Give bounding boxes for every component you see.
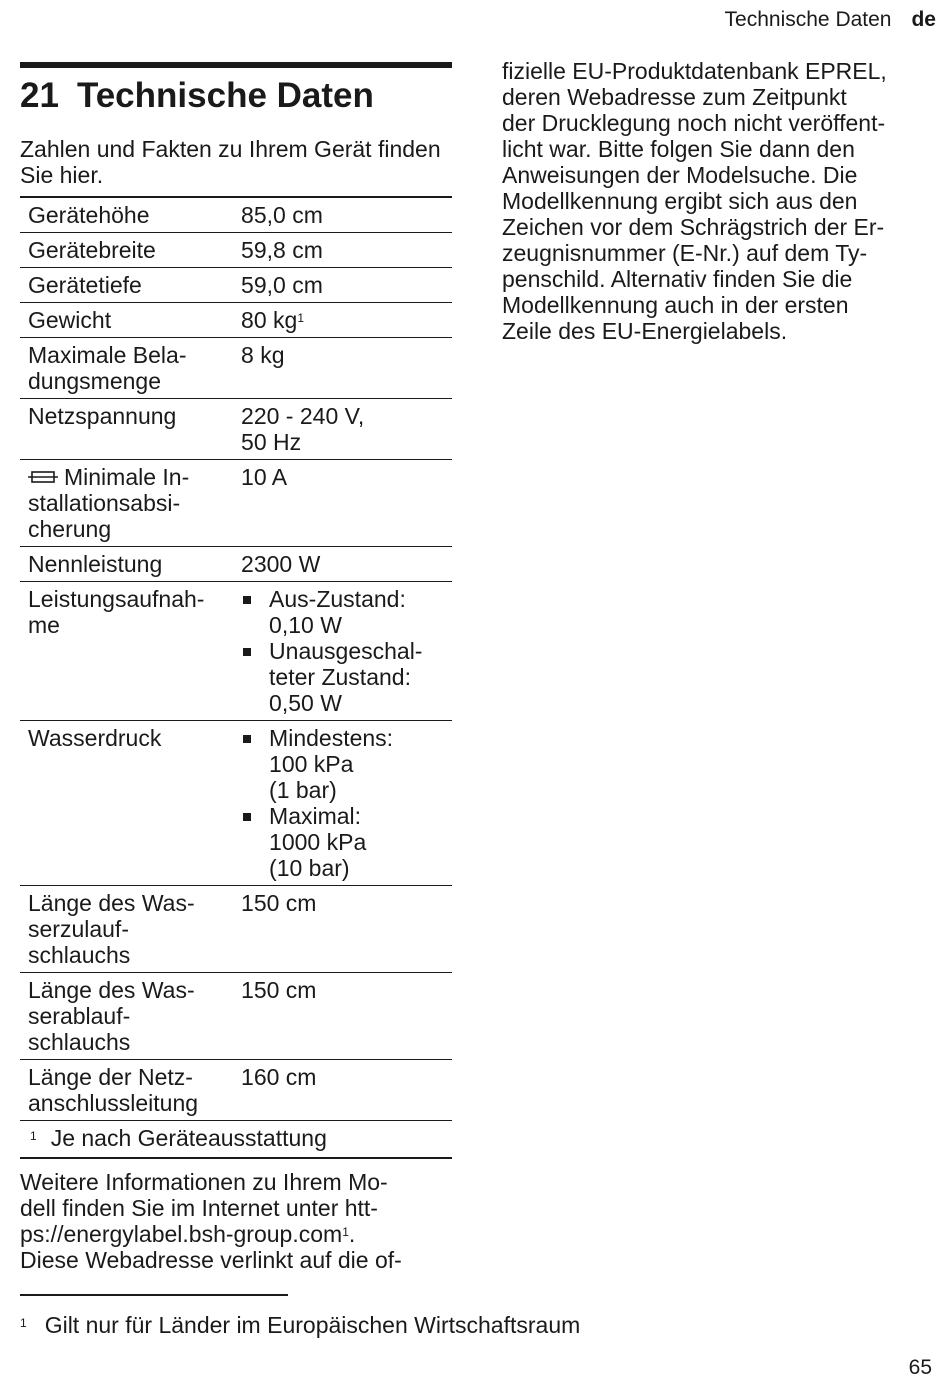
value-line: 1000 kPa bbox=[269, 829, 367, 855]
label-line: me bbox=[28, 612, 60, 638]
footnote-mark: 1 bbox=[297, 311, 304, 325]
text-line: zeugnisnummer (E-Nr.) auf dem Ty- bbox=[502, 240, 868, 266]
spec-value bbox=[233, 721, 452, 886]
table-row bbox=[20, 582, 452, 721]
value-line: Aus-Zustand: bbox=[269, 586, 406, 612]
page-footnote bbox=[20, 1312, 580, 1338]
table-row bbox=[20, 338, 452, 399]
text-punct: . bbox=[348, 1221, 356, 1247]
left-column bbox=[20, 62, 452, 1273]
table-row bbox=[20, 1060, 452, 1121]
text-line: dell finden Sie im Internet unter htt- bbox=[20, 1195, 378, 1221]
table-row bbox=[20, 973, 452, 1060]
value-line: teter Zustand: bbox=[269, 664, 411, 690]
footnote-mark: 1 bbox=[30, 1129, 37, 1143]
list-item bbox=[241, 638, 446, 716]
label-line: stallationsabsi- bbox=[28, 490, 181, 516]
spec-label bbox=[20, 582, 233, 721]
spec-label: Nennleistung bbox=[20, 547, 233, 582]
url-text: ps://energylabel.bsh-group.com bbox=[20, 1221, 343, 1247]
value-line: Mindestens: bbox=[269, 725, 394, 751]
spec-label: Gerätebreite bbox=[20, 233, 233, 268]
table-footnote bbox=[20, 1121, 452, 1159]
label-line: serablauf- bbox=[28, 1003, 131, 1029]
header-section-title: Technische Daten bbox=[724, 8, 892, 31]
footnote-mark: 1 bbox=[20, 1316, 27, 1330]
label-line: Maximale Bela- bbox=[28, 342, 187, 368]
table-row bbox=[20, 197, 452, 233]
value-line: (1 bar) bbox=[269, 777, 337, 803]
value-line: Unausgeschal- bbox=[269, 638, 423, 664]
label-line: schlauchs bbox=[28, 942, 131, 968]
label-line: Länge der Netz- bbox=[28, 1064, 193, 1090]
spec-label: Gewicht bbox=[20, 303, 233, 338]
intro-text: Zahlen und Fakten zu Ihrem Gerät finden Sie hier. bbox=[20, 136, 441, 188]
value-list bbox=[241, 725, 446, 881]
text-line: fizielle EU-Produktdatenbank EPREL, bbox=[502, 58, 887, 84]
text-line: penschild. Alternativ finden Sie die bbox=[502, 266, 853, 292]
more-info-text bbox=[20, 1169, 452, 1273]
spec-table bbox=[20, 196, 452, 1121]
right-column-text bbox=[502, 58, 936, 344]
spec-label: Netzspannung bbox=[20, 399, 233, 460]
text-line: Zeichen vor dem Schrägstrich der Er- bbox=[502, 214, 885, 240]
weight-value: 80 kg bbox=[241, 307, 298, 333]
spec-value: 150 cm bbox=[233, 886, 452, 973]
spec-label bbox=[20, 338, 233, 399]
chapter-title: Technische Daten bbox=[76, 76, 374, 115]
list-item bbox=[241, 725, 446, 803]
footnote-mark: 1 bbox=[342, 1225, 349, 1239]
value-line: Maximal: bbox=[269, 803, 362, 829]
spec-value: 150 cm bbox=[233, 973, 452, 1060]
header-language: de bbox=[911, 8, 936, 31]
spec-value: 8 kg bbox=[233, 338, 452, 399]
table-row bbox=[20, 547, 452, 582]
chapter-heading bbox=[20, 74, 452, 118]
spec-label bbox=[20, 973, 233, 1060]
spec-label bbox=[20, 1060, 233, 1121]
label-line: anschlussleitung bbox=[28, 1090, 199, 1116]
spec-label bbox=[20, 460, 233, 547]
running-header bbox=[725, 8, 936, 32]
spec-label: Gerätetiefe bbox=[20, 268, 233, 303]
spec-value bbox=[233, 399, 452, 460]
spec-value: 2300 W bbox=[233, 547, 452, 582]
spec-value bbox=[233, 582, 452, 721]
label-line: dungsmenge bbox=[28, 368, 161, 394]
footnote-rule bbox=[20, 1294, 288, 1296]
spec-value: 10 A bbox=[233, 460, 452, 547]
list-item bbox=[241, 803, 446, 881]
text-line: Anweisungen der Modelsuche. Die bbox=[502, 162, 858, 188]
label-line: schlauchs bbox=[28, 1029, 131, 1055]
spec-value: 85,0 cm bbox=[233, 197, 452, 233]
value-line: 50 Hz bbox=[241, 429, 302, 455]
page-number: 65 bbox=[908, 1356, 932, 1379]
text-line: Zeile des EU-Energielabels. bbox=[502, 318, 788, 344]
table-row bbox=[20, 460, 452, 547]
spec-value bbox=[233, 303, 452, 338]
list-item bbox=[241, 586, 446, 638]
value-line: (10 bar) bbox=[269, 855, 350, 881]
label-line: Länge des Was- bbox=[28, 977, 195, 1003]
value-line: 100 kPa bbox=[269, 751, 354, 777]
spec-value: 59,8 cm bbox=[233, 233, 452, 268]
table-footnote-text: Je nach Geräteausstattung bbox=[50, 1125, 327, 1151]
page-footnote-text: Gilt nur für Länder im Europäischen Wirtschaftsraum bbox=[44, 1312, 581, 1338]
table-row bbox=[20, 399, 452, 460]
value-list bbox=[241, 586, 446, 716]
spec-value: 160 cm bbox=[233, 1060, 452, 1121]
table-row bbox=[20, 268, 452, 303]
chapter-number: 21 bbox=[20, 76, 59, 115]
title-rule bbox=[20, 62, 452, 68]
text-line: Modellkennung ergibt sich aus den bbox=[502, 188, 858, 214]
label-line: serzulauf- bbox=[28, 916, 129, 942]
label-line: Minimale In- bbox=[64, 464, 190, 490]
label-line: Leistungsaufnah- bbox=[28, 586, 205, 612]
label-line: cherung bbox=[28, 516, 112, 542]
label-line: Länge des Was- bbox=[28, 890, 195, 916]
spec-label: Gerätehöhe bbox=[20, 197, 233, 233]
spec-label: Wasserdruck bbox=[20, 721, 233, 886]
value-line: 0,10 W bbox=[269, 612, 342, 638]
spec-label bbox=[20, 886, 233, 973]
value-line: 220 - 240 V, bbox=[241, 403, 365, 429]
text-line: deren Webadresse zum Zeitpunkt bbox=[502, 84, 847, 110]
text-line: Modellkennung auch in der ersten bbox=[502, 292, 849, 318]
table-row bbox=[20, 721, 452, 886]
table-row bbox=[20, 303, 452, 338]
spec-value: 59,0 cm bbox=[233, 268, 452, 303]
table-row bbox=[20, 233, 452, 268]
table-row bbox=[20, 886, 452, 973]
text-line: der Drucklegung noch nicht veröffent- bbox=[502, 110, 886, 136]
text-line: licht war. Bitte folgen Sie dann den bbox=[502, 136, 855, 162]
fuse-icon bbox=[28, 471, 58, 483]
text-line: Diese Webadresse verlinkt auf die of- bbox=[20, 1247, 402, 1273]
text-line: Weitere Informationen zu Ihrem Mo- bbox=[20, 1169, 388, 1195]
value-line: 0,50 W bbox=[269, 690, 342, 716]
